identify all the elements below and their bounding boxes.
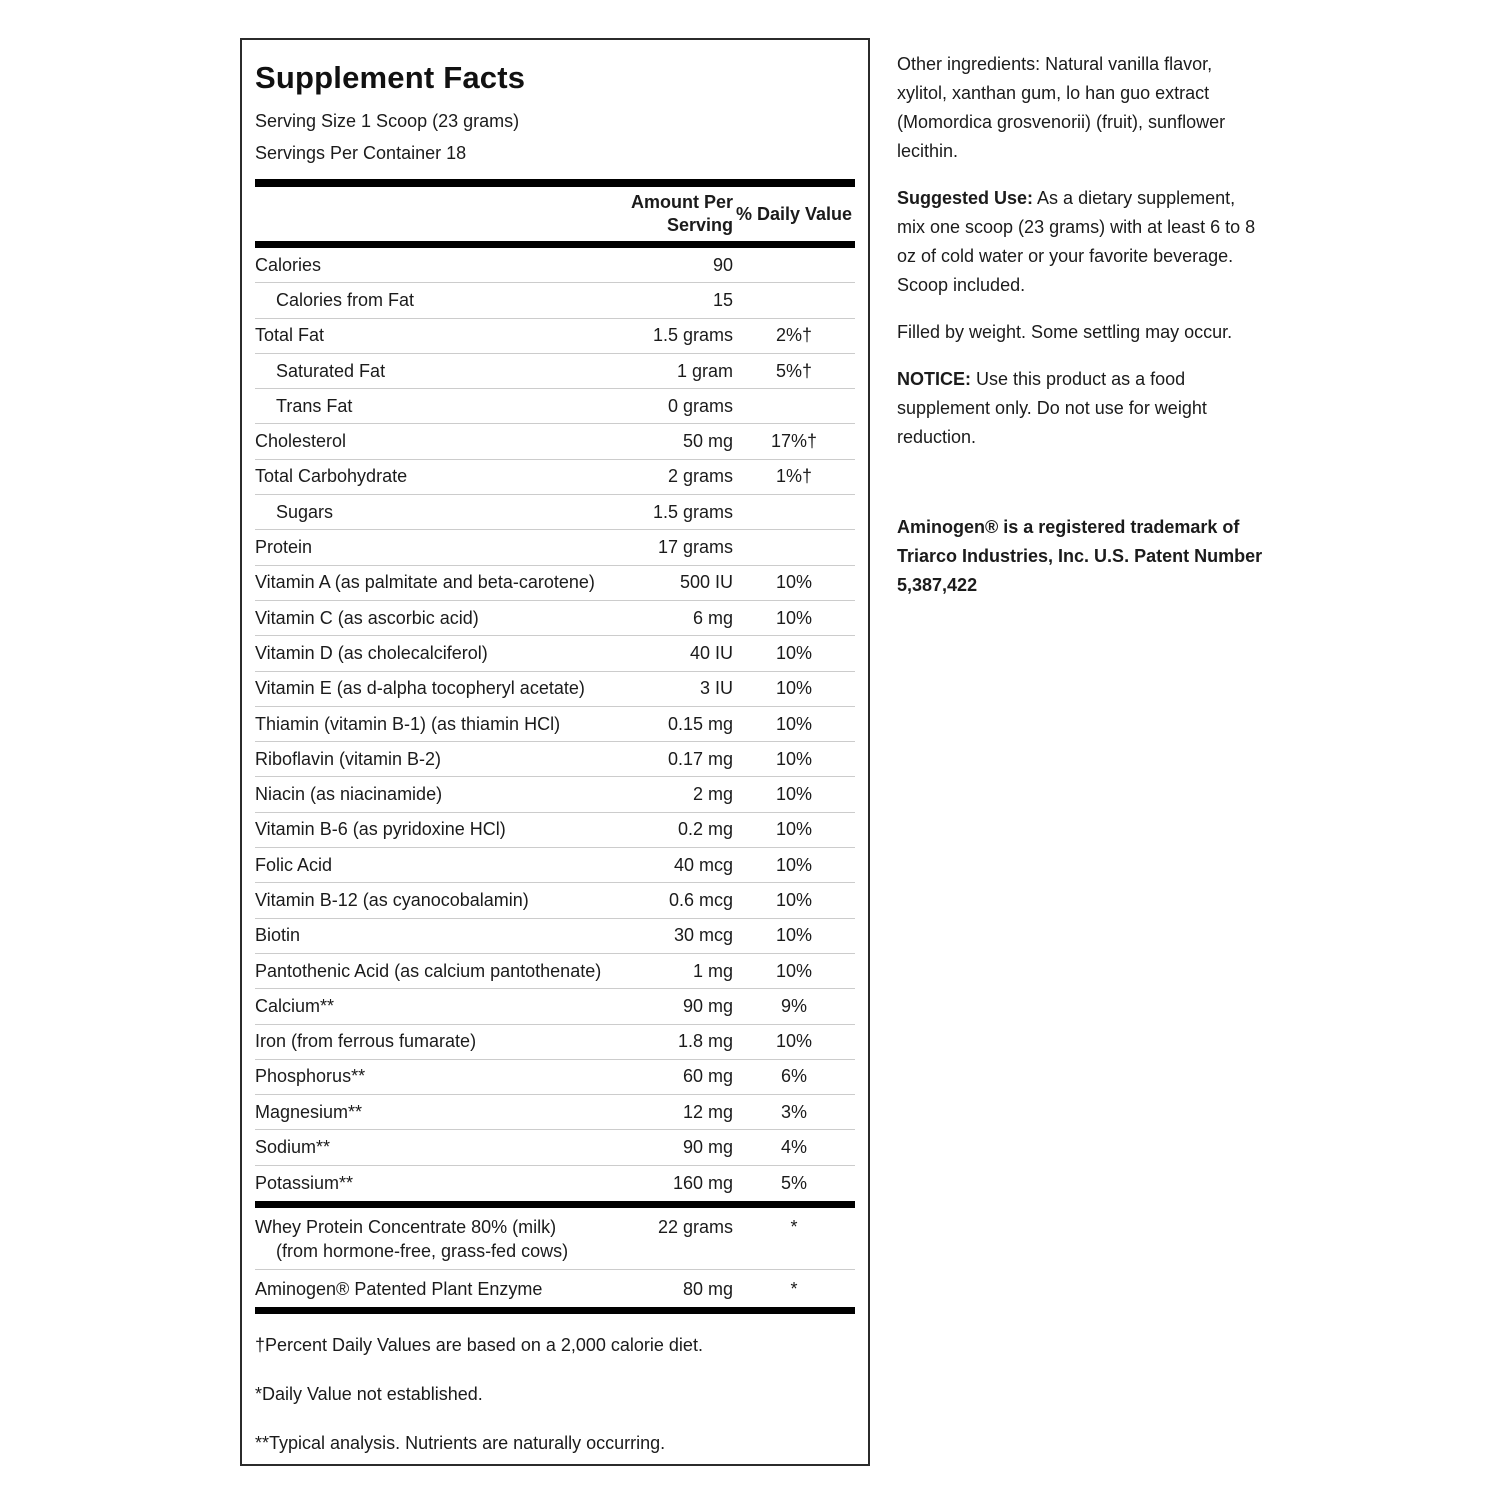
nutrient-name: Folic Acid xyxy=(255,854,333,875)
nutrient-daily-value: 10% xyxy=(775,572,813,593)
nutrient-daily-value: 6% xyxy=(780,1066,807,1087)
nutrient-amount: 40 IU xyxy=(689,642,733,663)
nutrient-amount: 22 grams xyxy=(657,1217,733,1238)
nutrient-amount: 1 gram xyxy=(676,360,733,381)
nutrient-amount: 0 grams xyxy=(667,395,733,416)
footnote: **Typical analysis. Nutrients are naturally occurring. xyxy=(255,1433,666,1454)
nutrient-daily-value: 2%† xyxy=(775,325,813,346)
nutrient-daily-value: 1%† xyxy=(775,466,813,487)
nutrient-daily-value: 10% xyxy=(775,819,813,840)
table-row xyxy=(255,742,855,777)
table-row xyxy=(255,636,855,671)
table-row xyxy=(255,1060,855,1095)
table-row xyxy=(255,601,855,636)
table-row xyxy=(255,495,855,530)
table-row xyxy=(255,566,855,601)
nutrient-daily-value: 4% xyxy=(780,1137,807,1158)
nutrient-name: Vitamin B-12 (as cyanocobalamin) xyxy=(255,889,529,910)
nutrient-daily-value: 10% xyxy=(775,960,813,981)
separator-bar-blend xyxy=(255,1201,855,1208)
other-ingredients-paragraph: Other ingredients: Natural vanilla flavor, xylitol, xanthan gum, lo han guo extract (Momordica grosvenorii) (fruit), sunflower lecithin. xyxy=(897,54,1226,161)
notice-label: NOTICE: xyxy=(897,369,971,389)
nutrient-name: Whey Protein Concentrate 80% (milk) (from hormone-free, grass-fed cows) xyxy=(255,1215,613,1263)
nutrient-daily-value: 10% xyxy=(775,713,813,734)
table-row xyxy=(255,248,855,283)
nutrient-name: Total Fat xyxy=(255,325,325,346)
nutrient-name: Protein xyxy=(255,537,313,558)
nutrient-daily-value: 5%† xyxy=(775,360,813,381)
nutrient-daily-value: 3% xyxy=(780,1101,807,1122)
nutrient-amount: 0.2 mg xyxy=(677,819,733,840)
table-row xyxy=(255,283,855,318)
table-row xyxy=(255,460,855,495)
nutrient-amount: 80 mg xyxy=(682,1279,733,1300)
nutrient-name: Vitamin A (as palmitate and beta-carotene) xyxy=(255,572,595,593)
nutrient-daily-value: 10% xyxy=(775,1031,813,1052)
nutrient-amount: 1.8 mg xyxy=(677,1031,733,1052)
table-row xyxy=(255,1130,855,1165)
nutrient-rows xyxy=(255,248,855,1201)
nutrient-amount: 500 IU xyxy=(679,572,733,593)
footnotes xyxy=(255,1334,855,1454)
filled-by-weight-paragraph: Filled by weight. Some settling may occur. xyxy=(897,322,1233,342)
nutrient-name: Thiamin (vitamin B-1) (as thiamin HCl) xyxy=(255,713,561,734)
nutrient-amount: 0.15 mg xyxy=(667,713,733,734)
nutrient-daily-value: 10% xyxy=(775,642,813,663)
table-row xyxy=(255,989,855,1024)
nutrient-amount: 2 mg xyxy=(692,784,733,805)
nutrient-amount: 50 mg xyxy=(682,431,733,452)
notice-text: Use this product as a food supplement only. Do not use for weight reduction. xyxy=(897,369,1207,447)
nutrient-amount: 1.5 grams xyxy=(652,325,733,346)
nutrient-name: Sodium** xyxy=(255,1137,331,1158)
compound-rows xyxy=(255,1208,855,1307)
nutrient-amount: 12 mg xyxy=(682,1101,733,1122)
nutrient-daily-value: 17%† xyxy=(770,431,818,452)
nutrient-daily-value: 10% xyxy=(775,889,813,910)
column-header-amount: Amount Per Serving xyxy=(630,192,733,235)
nutrient-name: Vitamin E (as d-alpha tocopheryl acetate) xyxy=(255,678,585,699)
nutrient-name: Pantothenic Acid (as calcium pantothenate) xyxy=(255,960,602,981)
table-row xyxy=(255,848,855,883)
nutrient-subname: (from hormone-free, grass-fed cows) xyxy=(276,1241,569,1262)
table-row xyxy=(255,530,855,565)
nutrient-amount: 1.5 grams xyxy=(652,501,733,522)
nutrient-amount: 160 mg xyxy=(672,1172,733,1193)
table-row xyxy=(255,424,855,459)
nutrient-daily-value: 9% xyxy=(780,995,807,1016)
nutrient-name: Magnesium** xyxy=(255,1101,363,1122)
nutrient-daily-value: 5% xyxy=(780,1172,807,1193)
nutrient-amount: 90 xyxy=(712,254,733,275)
table-row xyxy=(255,777,855,812)
nutrient-name: Aminogen® Patented Plant Enzyme xyxy=(255,1279,543,1300)
nutrient-name: Calories xyxy=(255,254,322,275)
nutrient-name: Biotin xyxy=(255,925,301,946)
servings-per-container: Servings Per Container 18 xyxy=(255,143,467,163)
suggested-use-text: As a dietary supplement, mix one scoop (23 grams) with at least 6 to 8 oz of cold water or your favorite beverage. Scoop included. xyxy=(897,188,1256,295)
suggested-use-paragraph xyxy=(897,184,1263,300)
nutrient-amount: 1 mg xyxy=(692,960,733,981)
nutrient-amount: 6 mg xyxy=(692,607,733,628)
nutrient-name: Potassium** xyxy=(255,1172,354,1193)
separator-bar-header xyxy=(255,241,855,248)
nutrient-name: Vitamin B-6 (as pyridoxine HCl) xyxy=(255,819,506,840)
nutrient-amount: 3 IU xyxy=(699,678,733,699)
table-row xyxy=(255,813,855,848)
serving-size: Serving Size 1 Scoop (23 grams) xyxy=(255,111,520,131)
table-row xyxy=(255,1208,855,1270)
nutrient-daily-value: * xyxy=(790,1279,798,1300)
nutrient-daily-value: * xyxy=(790,1217,798,1238)
nutrient-name: Sugars xyxy=(276,501,334,522)
nutrient-amount: 30 mcg xyxy=(673,925,733,946)
nutrient-name: Calories from Fat xyxy=(276,289,415,310)
table-row xyxy=(255,1166,855,1201)
nutrient-name: Calcium** xyxy=(255,995,335,1016)
nutrient-daily-value: 10% xyxy=(775,925,813,946)
nutrient-name: Cholesterol xyxy=(255,431,347,452)
nutrient-name: Trans Fat xyxy=(276,395,353,416)
nutrient-amount: 15 xyxy=(712,289,733,310)
separator-bar-top xyxy=(255,179,855,187)
footnote: *Daily Value not established. xyxy=(255,1384,483,1405)
nutrient-daily-value: 10% xyxy=(775,678,813,699)
table-row xyxy=(255,1025,855,1060)
nutrient-name: Iron (from ferrous fumarate) xyxy=(255,1031,477,1052)
table-row xyxy=(255,1270,855,1307)
nutrient-daily-value: 10% xyxy=(775,607,813,628)
nutrient-name: Vitamin C (as ascorbic acid) xyxy=(255,607,479,628)
table-row xyxy=(255,919,855,954)
nutrient-amount: 40 mcg xyxy=(673,854,733,875)
nutrient-amount: 0.6 mcg xyxy=(668,889,733,910)
nutrient-amount: 90 mg xyxy=(682,1137,733,1158)
supplement-facts-panel xyxy=(240,38,870,1466)
nutrient-amount: 2 grams xyxy=(667,466,733,487)
table-row xyxy=(255,1095,855,1130)
nutrient-name: Niacin (as niacinamide) xyxy=(255,784,443,805)
nutrient-daily-value: 10% xyxy=(775,784,813,805)
table-row xyxy=(255,389,855,424)
notice-paragraph xyxy=(897,365,1263,452)
nutrient-name: Saturated Fat xyxy=(276,360,386,381)
table-row xyxy=(255,954,855,989)
nutrient-amount: 0.17 mg xyxy=(667,748,733,769)
separator-bar-bottom xyxy=(255,1307,855,1314)
nutrient-amount: 90 mg xyxy=(682,995,733,1016)
nutrient-daily-value: 10% xyxy=(775,854,813,875)
nutrient-name: Total Carbohydrate xyxy=(255,466,408,487)
table-row xyxy=(255,672,855,707)
table-row xyxy=(255,354,855,389)
panel-title: Supplement Facts xyxy=(255,60,526,95)
nutrient-amount: 17 grams xyxy=(657,537,733,558)
table-row xyxy=(255,707,855,742)
nutrient-daily-value: 10% xyxy=(775,748,813,769)
nutrient-name: Vitamin D (as cholecalciferol) xyxy=(255,642,488,663)
table-row xyxy=(255,883,855,918)
table-header-row xyxy=(255,187,855,241)
trademark-paragraph: Aminogen® is a registered trademark of Triarco Industries, Inc. U.S. Patent Number 5,387,422 xyxy=(897,517,1263,595)
suggested-use-label: Suggested Use: xyxy=(897,188,1034,208)
nutrient-name: Riboflavin (vitamin B-2) xyxy=(255,748,442,769)
nutrient-name: Phosphorus** xyxy=(255,1066,366,1087)
footnote: †Percent Daily Values are based on a 2,000 calorie diet. xyxy=(255,1335,703,1356)
column-header-daily-value: % Daily Value xyxy=(735,203,853,224)
side-text-column xyxy=(897,50,1263,618)
nutrient-amount: 60 mg xyxy=(682,1066,733,1087)
table-row xyxy=(255,319,855,354)
